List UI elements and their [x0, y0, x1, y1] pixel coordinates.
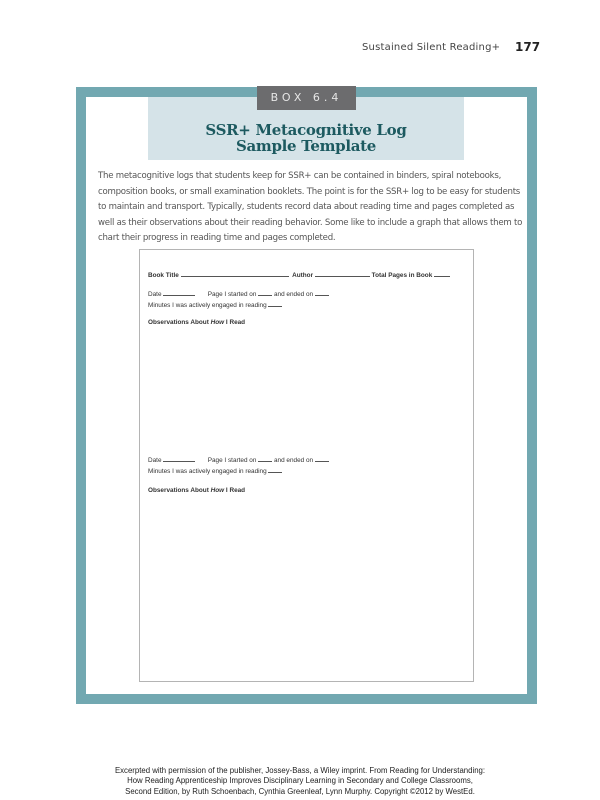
footer-line-3: Second Edition, by Ruth Schoenbach, Cynthia Greenleaf, Lynn Murphy. Copyright ©2012 by WestEd. [125, 786, 475, 796]
observations-emph: How [210, 487, 225, 494]
log-template-form [139, 249, 474, 682]
copyright-footer [0, 766, 600, 797]
box-title-line2: Sample Template [235, 137, 377, 155]
page-started-label: Page I started on [207, 291, 257, 298]
page-started-label: Page I started on [207, 457, 257, 464]
date-label: Date [148, 457, 162, 464]
box-title-line1: SSR+ Metacognitive Log [205, 121, 407, 139]
entry-2-minutes-row [148, 466, 282, 475]
entry-2-date-row [148, 455, 329, 464]
entry-2-observations-heading [148, 487, 245, 494]
footer-line-2: How Reading Apprenticeship Improves Disciplinary Learning in Secondary and College Classrooms, [127, 776, 473, 786]
minutes-blank[interactable] [268, 466, 282, 473]
minutes-label: Minutes I was actively engaged in reading [148, 302, 267, 309]
page-started-blank[interactable] [258, 289, 272, 296]
form-header-row [148, 270, 450, 279]
footer-line-1: Excerpted with permission of the publisher, Jossey-Bass, a Wiley imprint. From Reading for Understanding: [114, 766, 486, 775]
box-label: BOX 6.4 [257, 86, 356, 110]
observations-emph: How [210, 319, 225, 326]
intro-paragraph: The metacognitive logs that students keep for SSR+ can be contained in binders, spiral notebooks, composition books, or small examination booklets. The point is for the SSR+ log to be easy for students to maintain and transport. Typically, students record data about reading time and pages completed as well as their observations about their reading behavior. Some like to include a graph that allows them to chart their progress in reading time and pages completed. [98, 171, 523, 244]
entry-1-minutes-row [148, 300, 282, 309]
date-blank[interactable] [163, 455, 195, 462]
observations-prefix: Observations About [148, 487, 211, 494]
book-title-blank[interactable] [181, 270, 289, 277]
entry-1-observations-area[interactable] [148, 332, 464, 452]
page-ended-blank[interactable] [315, 289, 329, 296]
running-head [0, 40, 600, 56]
page-number: 177 [515, 40, 541, 54]
observations-suffix: I Read [224, 487, 246, 494]
page-ended-blank[interactable] [315, 455, 329, 462]
page-started-blank[interactable] [258, 455, 272, 462]
date-blank[interactable] [163, 289, 195, 296]
ended-label: and ended on [273, 291, 314, 298]
entry-1-date-row [148, 289, 329, 298]
entry-2-observations-area[interactable] [148, 500, 464, 670]
date-label: Date [148, 291, 162, 298]
minutes-label: Minutes I was actively engaged in reading [148, 468, 267, 475]
observations-prefix: Observations About [148, 319, 211, 326]
section-title: Sustained Silent Reading+ [362, 42, 501, 53]
ended-label: and ended on [273, 457, 314, 464]
author-blank[interactable] [315, 270, 370, 277]
book-title-label: Book Title [148, 272, 179, 279]
minutes-blank[interactable] [268, 300, 282, 307]
entry-1-observations-heading [148, 319, 245, 326]
total-pages-label: Total Pages in Book [371, 272, 433, 279]
total-pages-blank[interactable] [434, 270, 450, 277]
author-label: Author [292, 272, 314, 279]
observations-suffix: I Read [224, 319, 246, 326]
